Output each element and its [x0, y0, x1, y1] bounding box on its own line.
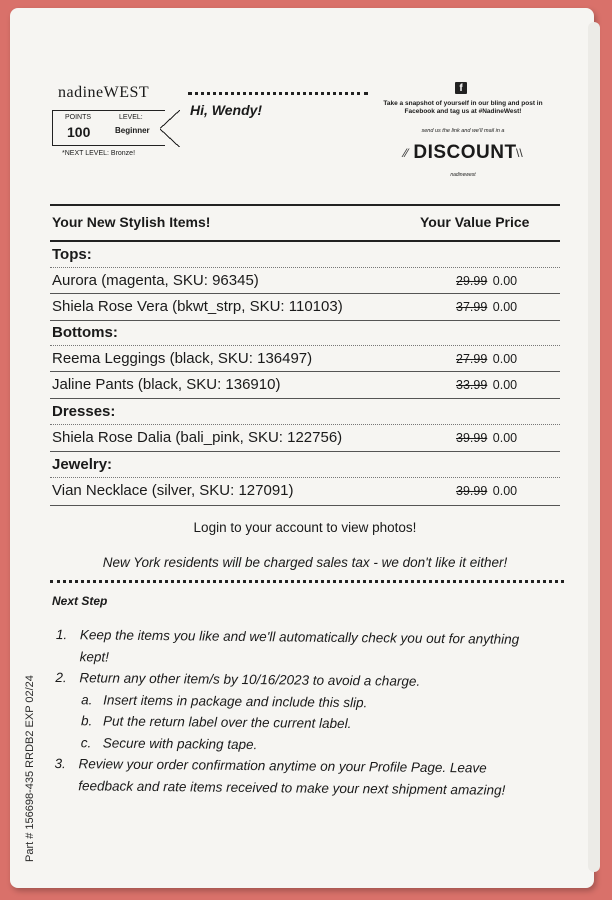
row-divider: [50, 267, 560, 268]
old-price: 29.99: [456, 274, 488, 288]
promo-signature: nadinewest: [450, 172, 476, 178]
steps-list: [54, 624, 546, 801]
step-2b: b. Put the return label over the current label.: [55, 710, 545, 737]
discount-headline: DISCOUNT: [413, 142, 517, 163]
item-price: [456, 300, 517, 314]
step-text: Return any other item/s by 10/16/2023 to avoid a charge.: [79, 670, 421, 689]
dotted-divider: [188, 92, 368, 95]
row-divider: [50, 320, 560, 321]
step-text: Review your order confirmation anytime on your Profile Page. Leave feedback and rate items received to make your next shipment amazing!: [78, 756, 506, 798]
table-top-rule: [50, 204, 560, 206]
old-price: 39.99: [456, 484, 488, 498]
new-price: 0.00: [492, 431, 518, 445]
row-divider: [50, 424, 560, 425]
tax-note: New York residents will be charged sales tax - we don't like it either!: [102, 555, 508, 570]
step-text: Keep the items you like and we'll automatically check you out for anything kept!: [79, 627, 520, 665]
rays-right-icon: \\: [516, 146, 523, 160]
item-name: Jaline Pants (black, SKU: 136910): [52, 376, 281, 393]
item-price: [456, 484, 517, 498]
item-name: Shiela Rose Dalia (bali_pink, SKU: 122756): [52, 429, 343, 446]
points-value: 100: [67, 124, 91, 140]
item-name: Reema Leggings (black, SKU: 136497): [52, 350, 313, 367]
row-divider: [50, 293, 560, 294]
table-bottom-rule: [50, 505, 560, 506]
column-header-items: Your New Stylish Items!: [52, 214, 211, 230]
slip-edge: [588, 22, 600, 872]
new-price: 0.00: [492, 300, 518, 314]
item-price: [456, 352, 517, 366]
step-2: 2. Return any other item/s by 10/16/2023 to avoid a charge.: [55, 667, 545, 694]
step-2a: a. Insert items in package and include this slip.: [55, 688, 545, 715]
new-price: 0.00: [492, 352, 518, 366]
new-price: 0.00: [492, 274, 518, 288]
step-1: 1. Keep the items you like and we'll automatically check you out for anything kept!: [56, 624, 546, 672]
new-price: 0.00: [492, 484, 518, 498]
item-name: Aurora (magenta, SKU: 96345): [52, 272, 259, 289]
item-name: Vian Necklace (silver, SKU: 127091): [52, 482, 294, 499]
step-text: Secure with packing tape.: [102, 734, 258, 752]
category-tops: Tops:: [52, 246, 92, 263]
category-jewelry: Jewelry:: [52, 456, 113, 473]
facebook-icon: f: [455, 82, 467, 94]
badge-notch: [160, 110, 180, 147]
row-divider: [50, 398, 560, 399]
row-divider: [50, 345, 560, 346]
next-step-title: Next Step: [52, 594, 108, 608]
promo-text: Take a snapshot of yourself in our bling and post in Facebook and tag us at #NadineWest!: [383, 100, 543, 115]
promo-small-text: send us the link and we'll mail in a: [421, 128, 505, 134]
old-price: 27.99: [456, 352, 488, 366]
greeting: Hi, Wendy!: [190, 102, 263, 118]
item-price: [456, 378, 517, 392]
dotted-divider: [50, 580, 564, 583]
row-divider: [50, 477, 560, 478]
level-label: LEVEL:: [119, 114, 143, 121]
part-number: Part # 156698-435 RRDB2 EXP 02/24: [24, 675, 36, 862]
new-price: 0.00: [492, 378, 518, 392]
category-dresses: Dresses:: [52, 403, 116, 420]
category-bottoms: Bottoms:: [52, 324, 118, 341]
item-name: Shiela Rose Vera (bkwt_strp, SKU: 110103): [52, 298, 343, 315]
step-2c: c. Secure with packing tape.: [55, 731, 545, 758]
table-header-rule: [50, 240, 560, 242]
points-label: POINTS: [65, 114, 92, 121]
level-value: Beginner: [115, 126, 150, 135]
rays-left-icon: ⁄⁄: [404, 146, 409, 160]
item-price: [456, 431, 517, 445]
old-price: 39.99: [456, 431, 488, 445]
step-text: Insert items in package and include this slip.: [103, 691, 368, 710]
column-header-price: Your Value Price: [420, 214, 530, 230]
brand-logo: nadineWEST: [58, 84, 150, 101]
row-divider: [50, 371, 560, 372]
item-price: [456, 274, 517, 288]
step-3: 3. Review your order confirmation anytime on your Profile Page. Leave feedback and rate items received to make your next shipment amazing!: [54, 753, 544, 801]
points-badge: [52, 110, 165, 146]
row-divider: [50, 451, 560, 452]
old-price: 33.99: [456, 378, 488, 392]
login-note: Login to your account to view photos!: [193, 520, 417, 535]
old-price: 37.99: [456, 300, 488, 314]
next-level-text: *NEXT LEVEL: Bronze!: [62, 150, 136, 157]
step-text: Put the return label over the current label.: [102, 713, 352, 732]
